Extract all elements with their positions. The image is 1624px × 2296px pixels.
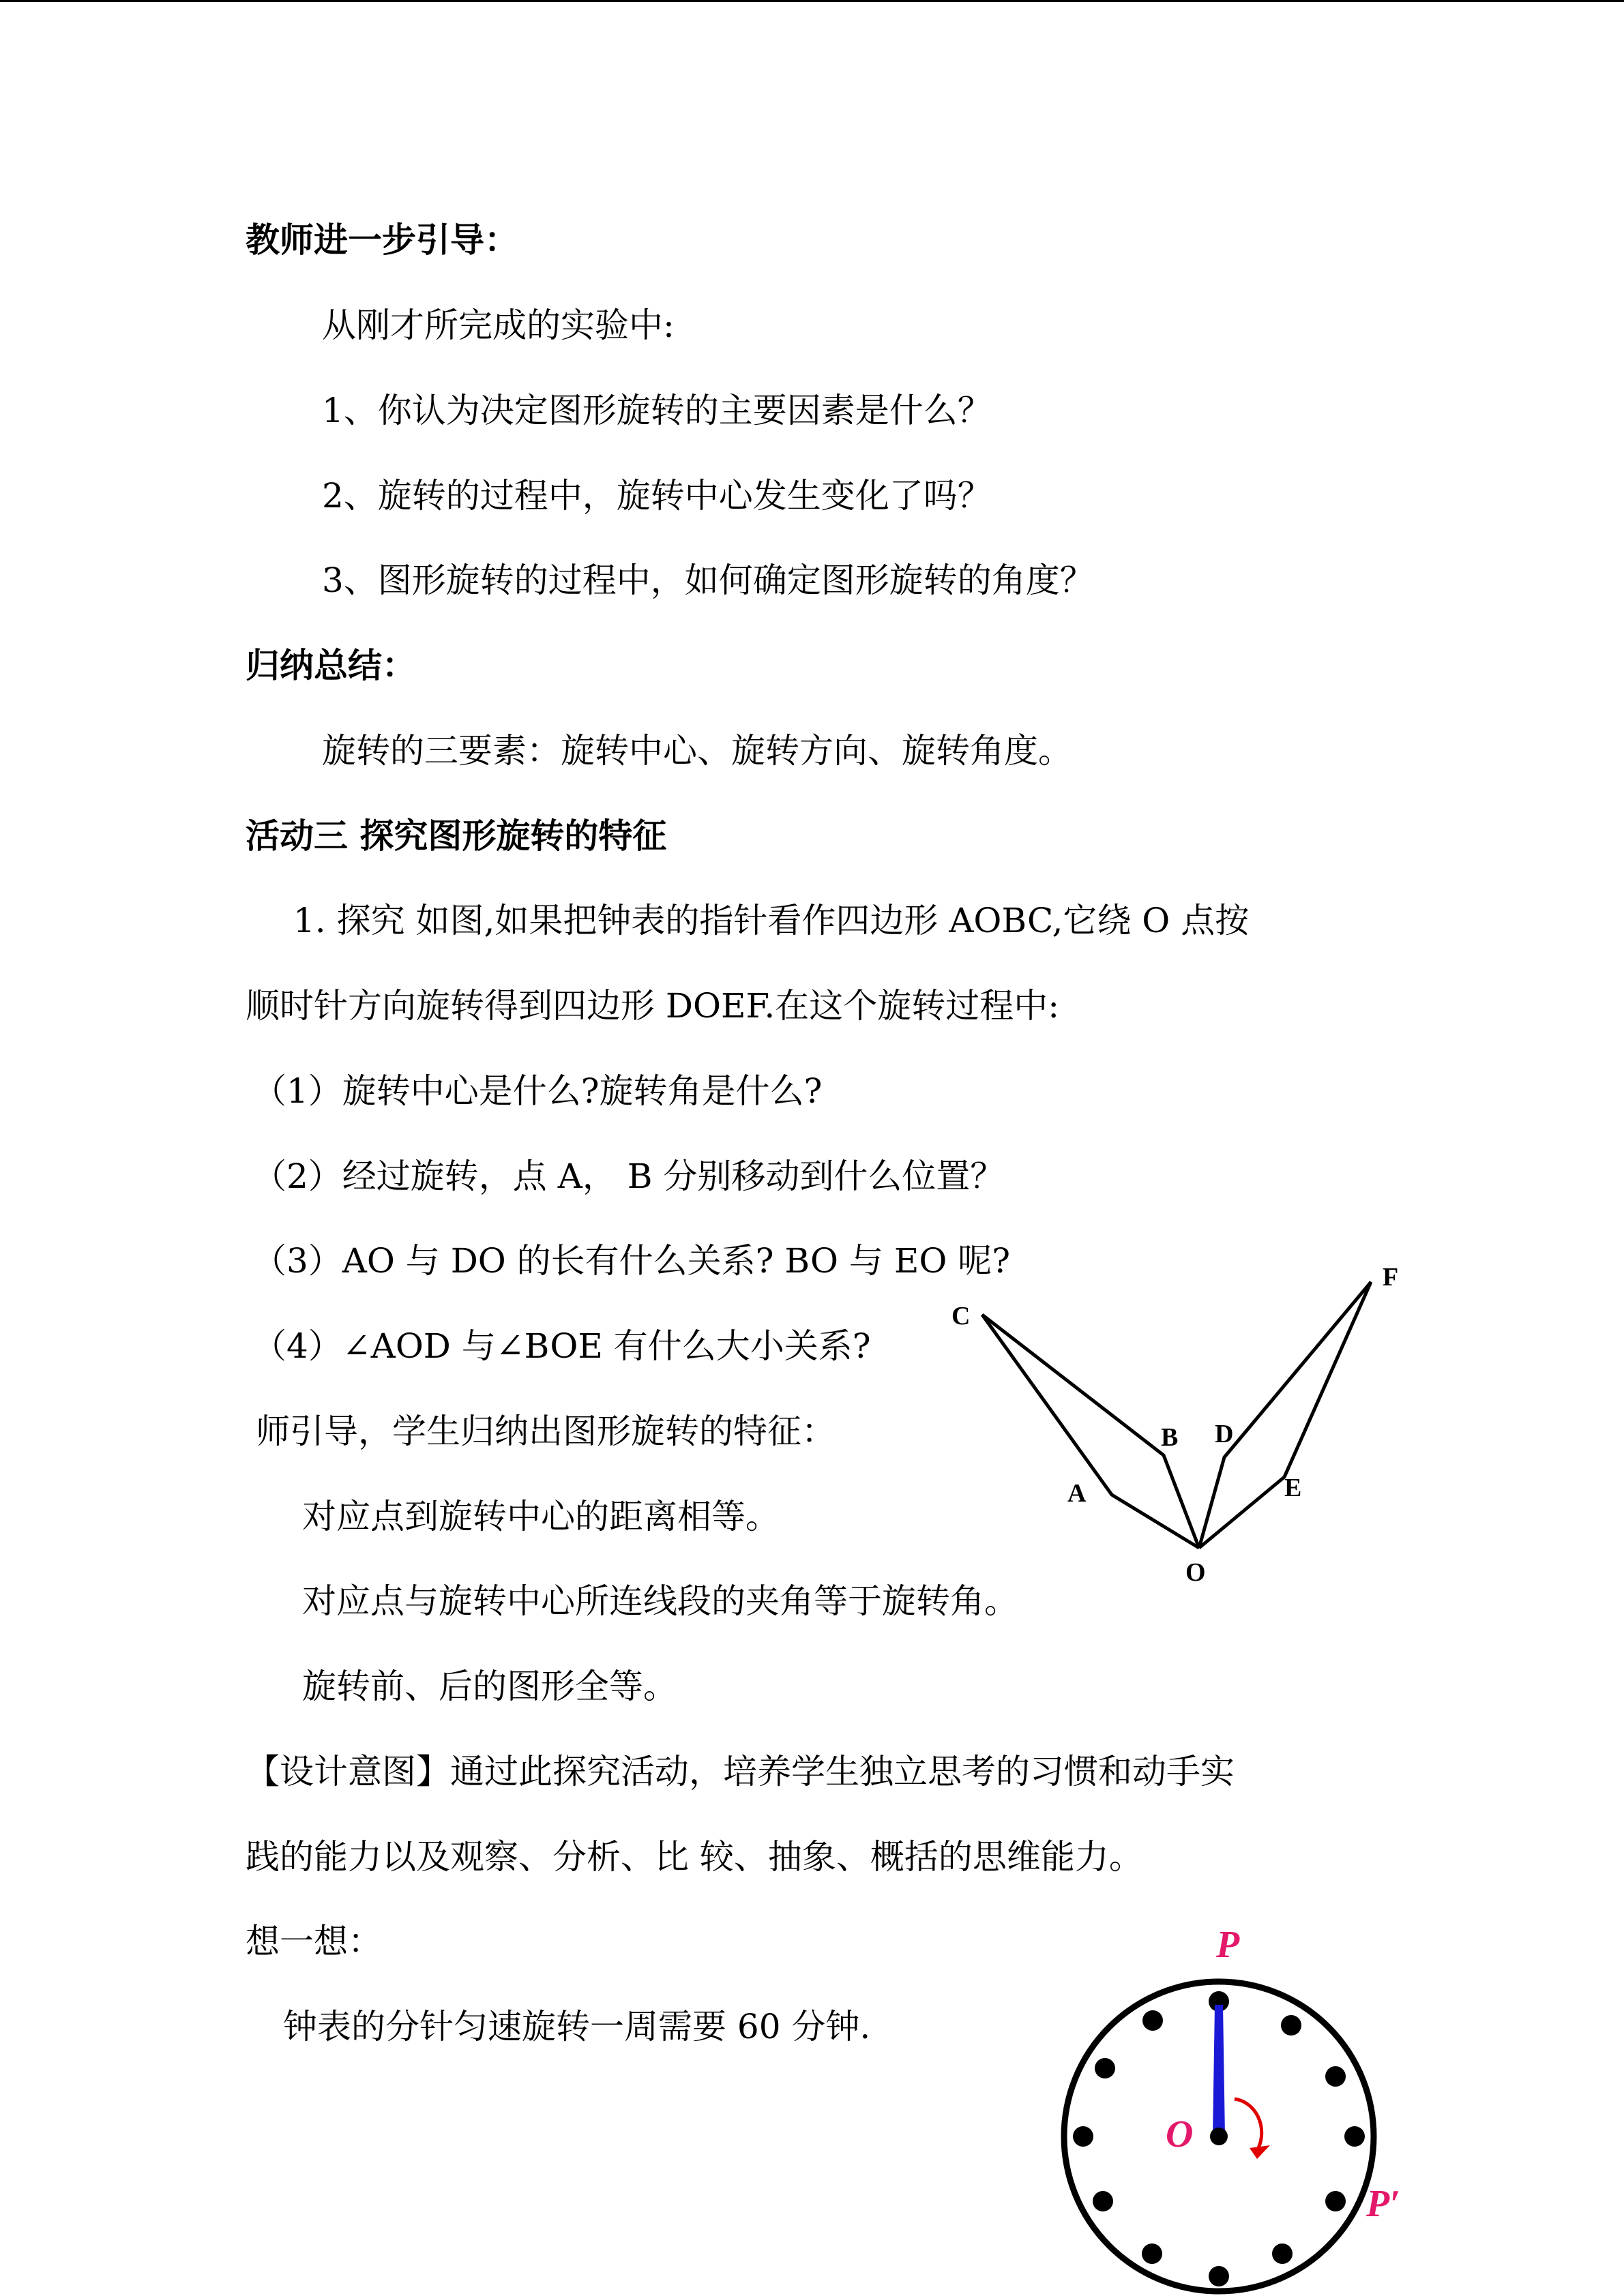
explore-line-2: 顺时针方向旋转得到四边形 DOEF.在这个旋转过程中: [246,986,1060,1026]
label-p: P [1216,1924,1240,1966]
explore-question-1: （1）旋转中心是什么?旋转角是什么? [252,1071,823,1111]
hour-dot-8 [1093,2191,1113,2211]
design-intent-line-1: 【设计意图】通过此探究活动，培养学生独立思考的习惯和动手实 [246,1752,1235,1791]
heading-think: 想一想： [246,1922,382,1961]
hour-dot-5 [1272,2243,1293,2264]
hour-dot-4 [1325,2191,1346,2211]
heading-activity-3: 活动三 探究图形旋转的特征 [246,816,667,856]
guide-intro: 从刚才所完成的实验中: [322,305,675,345]
hour-dot-1 [1281,2015,1301,2036]
feature-2: 对应点与旋转中心所连线段的夹角等于旋转角。 [302,1581,1018,1621]
heading-summary: 归纳总结： [246,645,416,685]
explore-question-3: （3）AO 与 DO 的长有什么关系? BO 与 EO 呢? [252,1241,1011,1281]
label-d: D [1215,1420,1234,1448]
hour-dot-10 [1095,2058,1115,2078]
guide-question-3: 3、图形旋转的过程中，如何确定图形旋转的角度？ [322,561,1094,600]
label-b: B [1161,1423,1179,1452]
heading-teacher-guide: 教师进一步引导： [246,220,518,260]
feature-3: 旋转前、后的图形全等。 [302,1667,677,1706]
minute-hand [1213,2005,1225,2136]
explore-line-1: 1. 探究 如图,如果把钟表的指针看作四边形 AOBC,它绕 O 点按 [293,901,1250,940]
hour-dot-3 [1344,2126,1365,2147]
hour-dot-9 [1073,2126,1093,2147]
hour-dot-2 [1325,2066,1346,2087]
hour-dot-7 [1142,2243,1162,2264]
design-intent-line-2: 践的能力以及观察、分析、比 较、抽象、概括的思维能力。 [246,1837,1143,1877]
clock-center [1210,2128,1228,2145]
rotation-arrow-icon [1235,2099,1262,2148]
teacher-guide-text: 师引导，学生归纳出图形旋转的特征： [256,1412,836,1451]
hour-dot-6 [1209,2266,1229,2286]
summary-text: 旋转的三要素：旋转中心、旋转方向、旋转角度。 [322,731,1072,771]
label-o-figure: O [1185,1558,1206,1587]
hour-dot-11 [1142,2010,1163,2031]
label-c: C [951,1302,971,1330]
guide-question-2: 2、旋转的过程中，旋转中心发生变化了吗？ [322,476,992,516]
explore-question-2: （2）经过旋转，点 A， B 分别移动到什么位置？ [252,1157,1005,1196]
rotation-arrowhead-icon [1250,2145,1270,2159]
label-o-clock: O [1166,2113,1194,2156]
clock-text: 钟表的分针匀速旋转一周需要 60 分钟. [283,2007,871,2046]
feature-1: 对应点到旋转中心的距离相等。 [302,1497,780,1536]
explore-question-4: （4）∠AOD 与∠BOE 有什么大小关系? [252,1326,871,1366]
guide-question-1: 1、你认为决定图形旋转的主要因素是什么？ [322,391,992,430]
label-f: F [1383,1263,1399,1292]
label-e: E [1284,1474,1302,1502]
label-a: A [1067,1479,1087,1508]
label-p-prime: P′ [1366,2183,1400,2225]
